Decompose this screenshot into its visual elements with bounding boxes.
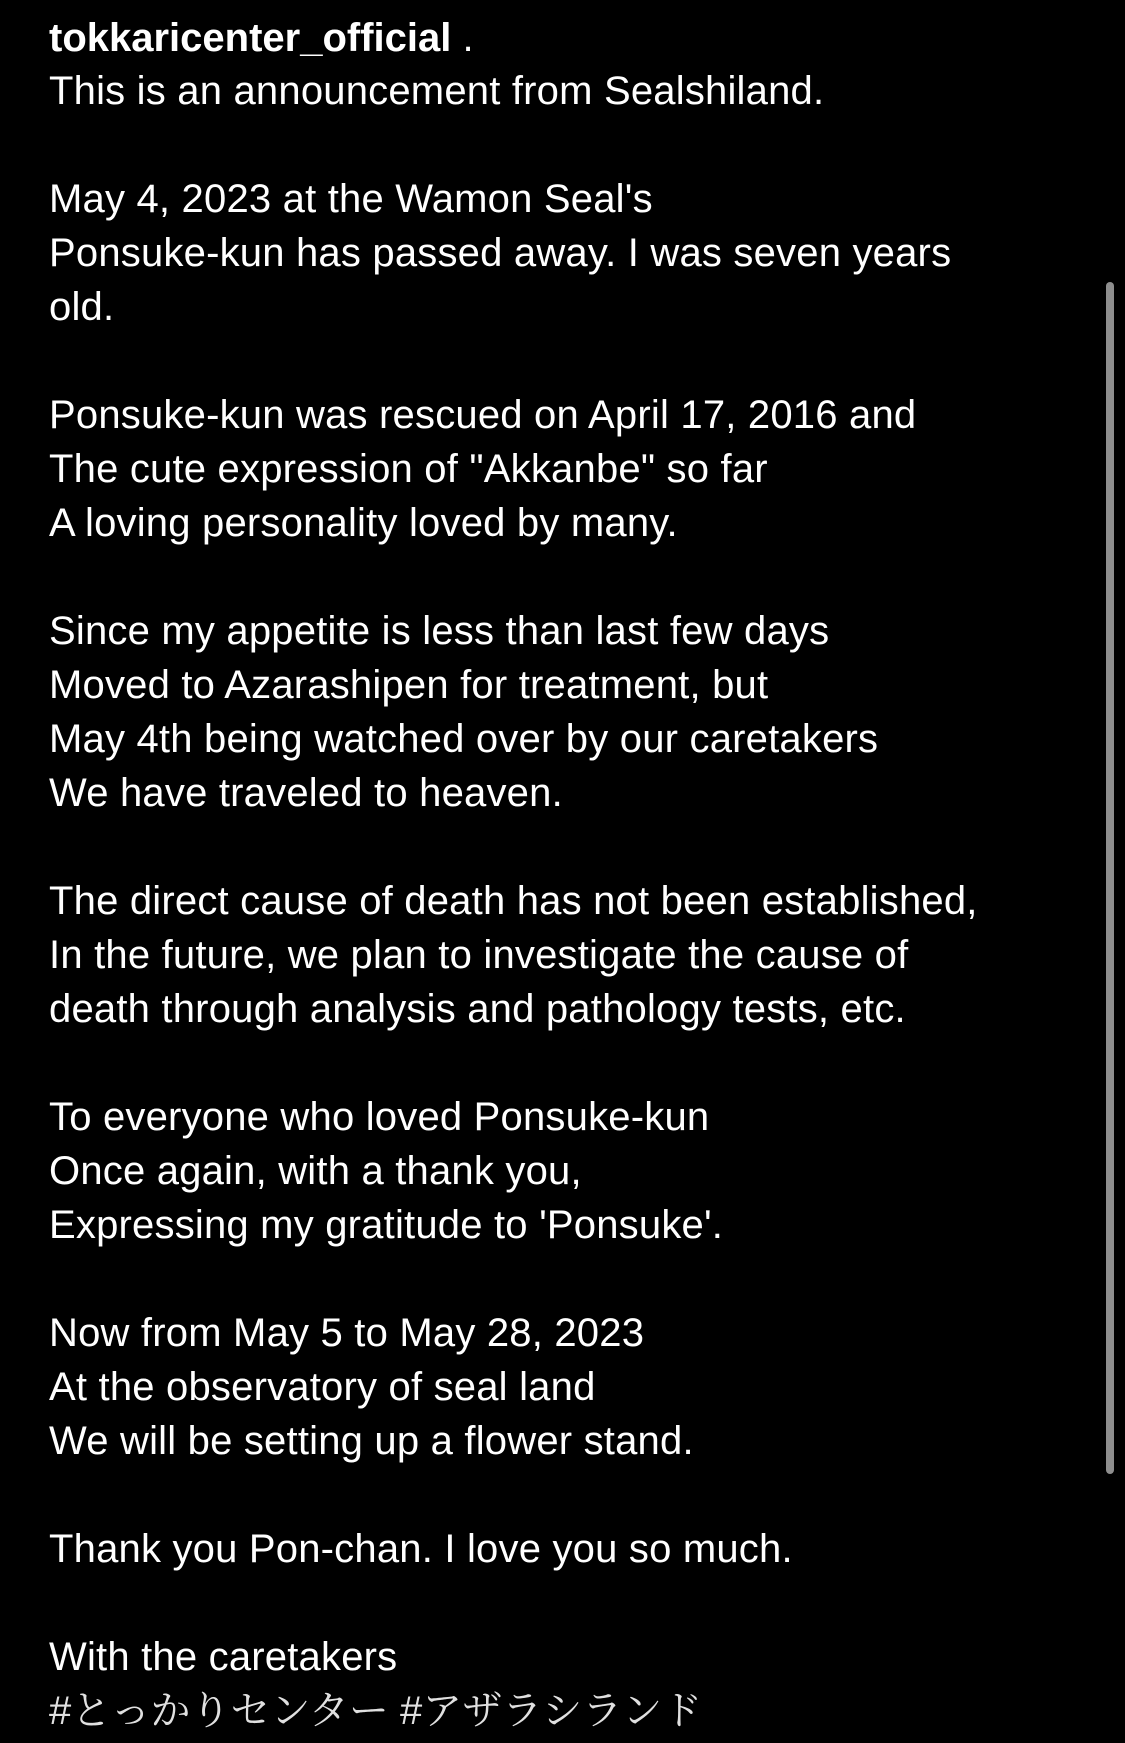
caption-line: death through analysis and pathology tests, etc. bbox=[49, 987, 906, 1031]
scrollbar[interactable] bbox=[1106, 282, 1114, 1474]
paragraph-gap bbox=[49, 1468, 1079, 1522]
caption-line: Since my appetite is less than last few days bbox=[49, 609, 830, 653]
caption-line: This is an announcement from Sealshiland. bbox=[49, 69, 825, 113]
username-row bbox=[49, 12, 1079, 64]
caption-line: Ponsuke-kun was rescued on April 17, 2016 and bbox=[49, 393, 917, 437]
paragraph-gap bbox=[49, 1576, 1079, 1630]
caption-line: We have traveled to heaven. bbox=[49, 771, 563, 815]
paragraph-gap bbox=[49, 334, 1079, 388]
paragraph-gap bbox=[49, 1036, 1079, 1090]
caption-line: May 4, 2023 at the Wamon Seal's bbox=[49, 177, 653, 221]
paragraph-gap bbox=[49, 550, 1079, 604]
caption-line: Ponsuke-kun has passed away. I was seven years bbox=[49, 231, 952, 275]
caption-line: Once again, with a thank you, bbox=[49, 1149, 582, 1193]
caption-line: In the future, we plan to investigate the cause of bbox=[49, 933, 909, 977]
hashtags[interactable]: #とっかりセンター #アザラシランド bbox=[49, 1689, 703, 1733]
caption-line: Thank you Pon-chan. I love you so much. bbox=[49, 1527, 793, 1571]
caption-line: Moved to Azarashipen for treatment, but bbox=[49, 663, 769, 707]
caption-line: A loving personality loved by many. bbox=[49, 501, 678, 545]
caption-line: old. bbox=[49, 285, 115, 329]
username-suffix: . bbox=[451, 16, 474, 60]
username-link[interactable]: tokkaricenter_official bbox=[49, 16, 452, 60]
caption-body bbox=[49, 64, 1079, 1684]
caption-line: May 4th being watched over by our caretakers bbox=[49, 717, 879, 761]
caption-line: Now from May 5 to May 28, 2023 bbox=[49, 1311, 645, 1355]
caption-line: To everyone who loved Ponsuke-kun bbox=[49, 1095, 710, 1139]
caption-line: The cute expression of "Akkanbe" so far bbox=[49, 447, 768, 491]
caption-line: We will be setting up a flower stand. bbox=[49, 1419, 694, 1463]
paragraph-gap bbox=[49, 118, 1079, 172]
caption-line: The direct cause of death has not been established, bbox=[49, 879, 978, 923]
paragraph-gap bbox=[49, 820, 1079, 874]
paragraph-gap bbox=[49, 1252, 1079, 1306]
caption-line: At the observatory of seal land bbox=[49, 1365, 596, 1409]
post-caption bbox=[49, 12, 1079, 1738]
caption-line: With the caretakers bbox=[49, 1635, 398, 1679]
caption-line: Expressing my gratitude to 'Ponsuke'. bbox=[49, 1203, 724, 1247]
